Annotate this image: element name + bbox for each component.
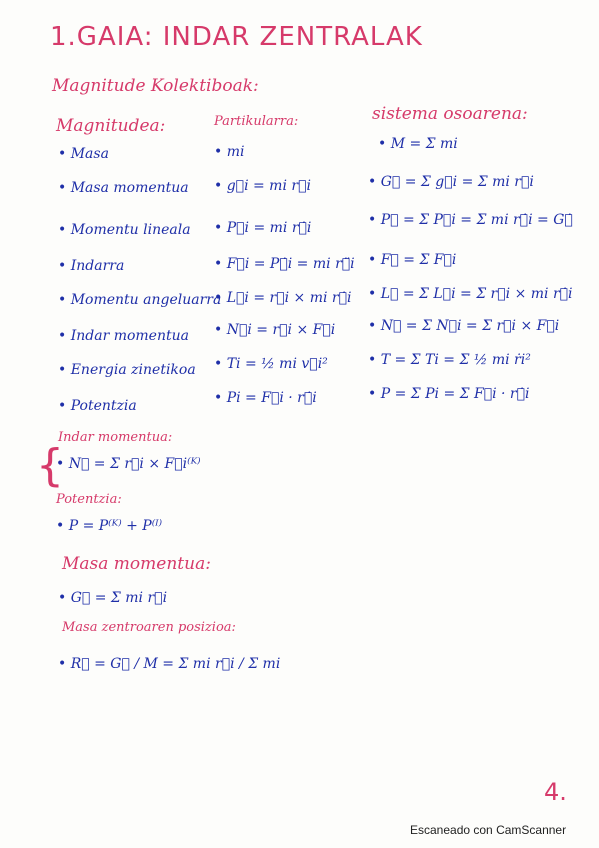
section-heading: Magnitude Kolektiboak: xyxy=(52,76,259,96)
partikularra-column-header: Partikularra: xyxy=(214,114,299,129)
particle-formula: • Pi = F⃗i · r⃗̇i xyxy=(214,390,317,406)
system-formula: • L⃗ = Σ L⃗i = Σ r⃗i × mi r⃗̇i xyxy=(368,286,573,302)
system-formula: • T = Σ Ti = Σ ½ mi ṙi² xyxy=(368,352,531,368)
system-formula: • M = Σ mi xyxy=(378,136,458,152)
masa-zentroa-formula: • R⃗ = G⃗ / M = Σ mi r⃗i / Σ mi xyxy=(58,656,281,672)
particle-formula: • mi xyxy=(214,144,245,160)
magnitude-label: • Momentu angeluarra xyxy=(58,292,222,308)
system-formula: • F⃗ = Σ F⃗i xyxy=(368,252,457,268)
potentzia-formula: • P = P⁽ᴷ⁾ + P⁽ᴵ⁾ xyxy=(56,518,163,534)
particle-formula: • L⃗i = r⃗i × mi r⃗̇i xyxy=(214,290,352,306)
particle-formula: • F⃗i = P⃗̇i = mi r⃗̈i xyxy=(214,256,355,272)
magnitude-label: • Indar momentua xyxy=(58,328,189,344)
system-formula: • G⃗ = Σ g⃗i = Σ mi r⃗i xyxy=(368,174,534,190)
magnitude-label: • Energia zinetikoa xyxy=(58,362,196,378)
particle-formula: • Ti = ½ mi v⃗i² xyxy=(214,356,328,372)
potentzia-heading: Potentzia: xyxy=(56,492,122,507)
page-number: 4. xyxy=(544,778,567,806)
system-formula: • P⃗ = Σ P⃗i = Σ mi r⃗̇i = G⃗̇ xyxy=(368,212,573,228)
particle-formula: • N⃗i = r⃗i × F⃗i xyxy=(214,322,336,338)
sistema-column-header: sistema osoarena: xyxy=(372,104,528,124)
masa-momentua-heading: Masa momentua: xyxy=(62,554,211,574)
curly-brace: { xyxy=(36,440,64,491)
system-formula: • P = Σ Pi = Σ F⃗i · r⃗̇i xyxy=(368,386,530,402)
magnitude-label: • Momentu lineala xyxy=(58,222,191,238)
magnitude-label: • Masa momentua xyxy=(58,180,189,196)
masa-zentroa-heading: Masa zentroaren posizioa: xyxy=(62,620,236,635)
masa-momentua-formula: • G⃗ = Σ mi r⃗i xyxy=(58,590,168,606)
particle-formula: • P⃗i = mi r⃗̇i xyxy=(214,220,312,236)
particle-formula: • g⃗i = mi r⃗i xyxy=(214,178,311,194)
magnitude-label: • Masa xyxy=(58,146,109,162)
magnitudea-column-header: Magnitudea: xyxy=(56,116,166,136)
indar-momentua-heading: Indar momentua: xyxy=(58,430,173,445)
scanner-footer: Escaneado con CamScanner xyxy=(410,823,567,837)
system-formula: • N⃗ = Σ N⃗i = Σ r⃗i × F⃗i xyxy=(368,318,560,334)
magnitude-label: • Potentzia xyxy=(58,398,137,414)
indar-momentua-formula: • N⃗ = Σ r⃗i × F⃗i⁽ᴷ⁾ xyxy=(56,456,201,472)
magnitude-label: • Indarra xyxy=(58,258,125,274)
page-title: 1.GAIA: INDAR ZENTRALAK xyxy=(50,22,423,52)
